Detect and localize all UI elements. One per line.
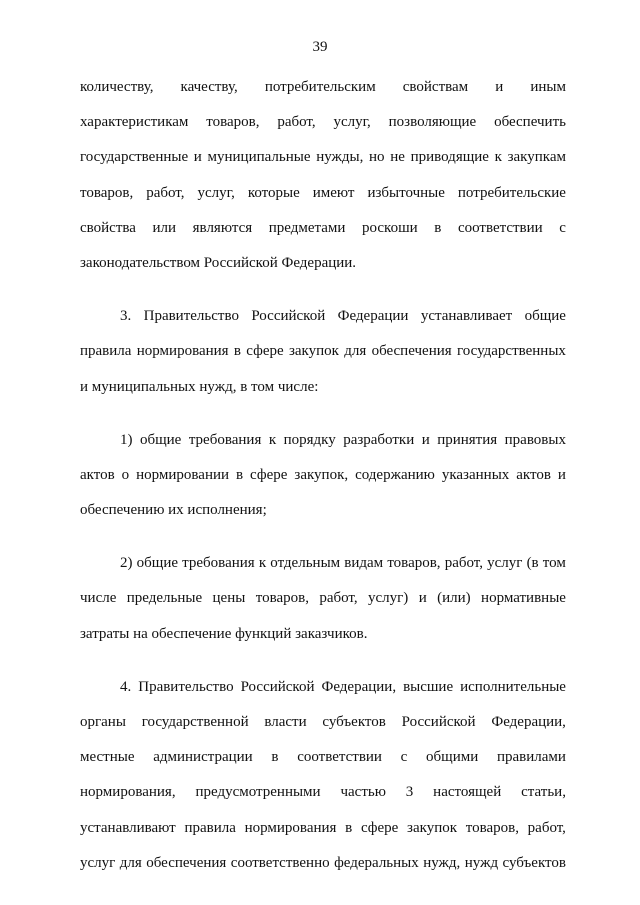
word: общими [426,749,479,766]
word: Федерации [337,308,409,325]
word: 4. [120,678,132,695]
text-line [80,105,566,140]
word: в [236,466,244,483]
word: сфере [360,819,399,836]
word: Федерации, [491,714,566,730]
word: и [193,149,202,166]
word: муниципальные [207,149,311,166]
word: Российской [251,308,326,325]
paragraph-part-3 [80,299,566,405]
word: устанавливают [80,819,176,836]
word: с [400,749,408,766]
word: обеспечения [371,343,452,360]
word: услуг) [368,590,409,607]
word: 1) [120,431,133,448]
word: свойства [80,219,136,236]
text-line: и муниципальных нужд, в том числе: [80,378,319,395]
text-line [80,140,566,175]
word: актов [80,466,115,483]
text-line: затраты на обеспечение функций заказчиков. [80,625,368,642]
word: сфере [246,343,284,360]
word: нормировании [136,466,230,483]
word: Правительство [138,678,234,695]
word: правила [80,343,132,360]
page-number: 39 [312,39,328,55]
text-line: обеспечению их исполнения; [80,502,267,519]
word: и [557,466,566,483]
word: (или) [437,590,471,607]
word: актов [516,466,551,483]
text-line [80,211,566,246]
word: нужд, [423,854,461,871]
word: правила [184,819,236,836]
word: в [345,819,353,836]
word: соответствии [297,749,382,766]
word: свойствам [402,79,469,95]
word: услуг [487,555,523,572]
word: власти [264,714,307,730]
word: качеству, [180,79,238,95]
word: том [542,555,566,572]
paragraph-continuation [80,70,566,281]
word: для [119,854,142,871]
text-line [80,705,566,740]
word: нужды, [316,149,364,166]
word: соответствии [457,219,543,236]
word: с [559,219,566,236]
word: закупкам [507,149,566,166]
word: количеству, [80,79,154,95]
paragraph-part-4 [80,670,566,881]
word: не [390,149,405,166]
word: закупок, [294,466,349,483]
word: и [421,431,430,448]
word: избыточные [367,184,445,201]
word: принятия [437,431,498,448]
word: обеспечить [494,114,566,131]
word: товаров, [465,819,519,836]
word: которые [247,184,300,201]
word: нормирования [244,819,337,836]
text-line [80,546,566,581]
word: общие [136,555,179,572]
word: исполнительные [460,678,566,695]
word: (в [526,555,539,572]
text-line [80,423,566,458]
word: 2) [120,555,133,572]
word: предусмотренными [195,784,321,801]
word: 3. [120,308,132,325]
word: но [369,149,385,166]
word: работ, [277,114,316,131]
word: высшие [403,678,454,695]
word: сфере [250,466,288,483]
word: нужд [464,854,499,871]
word: государственных [456,343,566,360]
text-line [80,846,566,881]
word: и [418,590,427,607]
word: разработки [343,431,415,448]
word: услуг, [197,184,235,201]
paragraph-item-1 [80,423,566,529]
word: Российской [401,714,476,730]
word: частью [340,784,386,801]
word: в [271,749,279,766]
word: нормирования, [80,784,176,801]
word: работ, [146,184,185,201]
word: общие [139,431,182,448]
text-line [80,299,566,334]
word: услуг, [333,114,371,131]
word: 3 [405,784,414,801]
word: правилами [496,749,566,766]
word: общие [524,308,566,325]
word: местные [80,749,135,766]
word: содержанию [355,466,435,483]
text-line [80,775,566,810]
word: в [233,343,241,360]
word: отдельным [270,555,341,572]
word: государственной [141,714,249,730]
word: работ, [444,555,483,572]
word: позволяющие [388,114,477,131]
word: предметами [268,219,346,236]
document-body [80,70,566,881]
word: статьи, [521,784,566,801]
word: в [434,219,442,236]
word: работ, [527,819,566,836]
word: настоящей [433,784,502,801]
word: работ, [319,590,358,607]
word: нормативные [481,590,566,607]
word: соответственно [230,854,330,871]
word: требования [188,431,262,448]
text-line [80,581,566,616]
word: для [344,343,367,360]
word: имеют [312,184,355,201]
word: о [121,466,130,483]
word: Правительство [143,308,239,325]
word: товаров, [206,114,260,131]
word: закупок [288,343,339,360]
word: приводящие [410,149,489,166]
word: Российской [240,678,315,695]
word: товаров, [80,184,134,201]
text-line [80,458,566,493]
word: порядку [283,431,336,448]
text-line [80,176,566,211]
text-line [80,740,566,775]
word: к [268,431,277,448]
word: иным [530,79,566,95]
word: являются [192,219,253,236]
word: обеспечения [146,854,227,871]
text-line [80,811,566,846]
word: органы [80,714,126,730]
word: нормирования [136,343,229,360]
word: характеристикам [80,114,189,131]
word: или [152,219,177,236]
text-line [80,670,566,705]
word: товаров, [255,590,309,607]
word: государственные [80,149,189,166]
word: субъектов [502,854,566,871]
word: числе [80,590,117,607]
word: цены [212,590,246,607]
text-line [80,334,566,369]
word: видам [344,555,384,572]
word: роскоши [362,219,418,236]
word: администрации [153,749,253,766]
word: потребительским [264,79,376,95]
word: устанавливает [420,308,513,325]
text-line [80,70,566,105]
paragraph-item-2 [80,546,566,652]
word: услуг [80,854,116,871]
word: и [495,79,504,95]
word: требования [182,555,255,572]
word: правовых [504,431,566,448]
word: субъектов [322,714,386,730]
word: предельные [126,590,203,607]
text-line: законодательством Российской Федерации. [80,254,357,271]
word: закупок [407,819,458,836]
word: указанных [441,466,510,483]
word: к [494,149,502,166]
word: федеральных [334,854,419,871]
word: к [258,555,267,572]
word: потребительские [457,184,566,201]
word: товаров, [387,555,441,572]
word: Федерации, [321,678,397,695]
